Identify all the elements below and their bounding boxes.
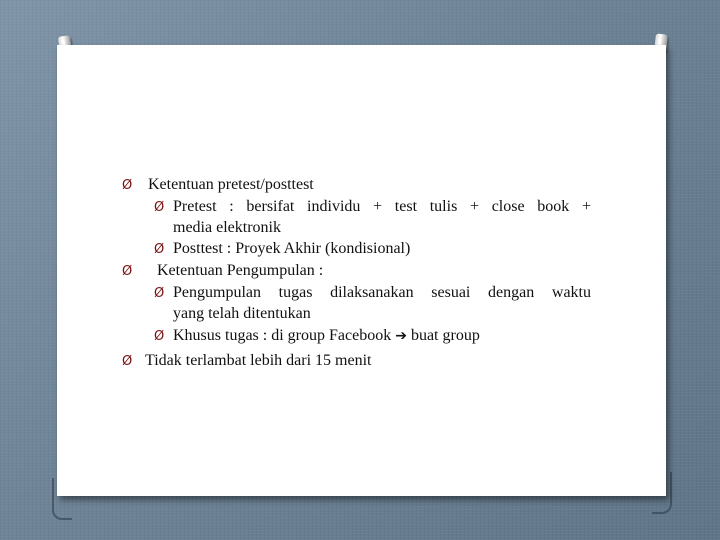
bullet-icon: Ø [154, 200, 165, 215]
bullet-text-part: Khusus tugas : di group Facebook [173, 327, 392, 344]
bullet-text-continuation: media elektronik [173, 219, 281, 236]
bullet-text-part: buat group [410, 327, 480, 344]
bullet-icon: Ø [122, 178, 133, 193]
arrow-right-icon: ➔ [395, 328, 407, 344]
bullet-icon: Ø [122, 264, 133, 279]
bullet-text [173, 325, 480, 347]
bullet-icon: Ø [154, 242, 165, 257]
bullet-text-continuation: yang telah ditentukan [173, 305, 311, 322]
bullet-icon: Ø [122, 354, 133, 369]
bullet-icon: Ø [154, 286, 165, 301]
bullet-text: Ketentuan Pengumpulan : [157, 262, 324, 279]
bullet-icon: Ø [154, 329, 165, 344]
bullet-text: Posttest : Proyek Akhir (kondisional) [173, 240, 411, 257]
bullet-text: Pretest : bersifat individu + test tulis + close book + [173, 198, 591, 215]
bullet-text: Ketentuan pretest/posttest [148, 176, 314, 193]
bullet-text: Pengumpulan tugas dilaksanakan sesuai dengan waktu [173, 284, 591, 301]
bullet-text: Tidak terlambat lebih dari 15 menit [145, 352, 372, 369]
